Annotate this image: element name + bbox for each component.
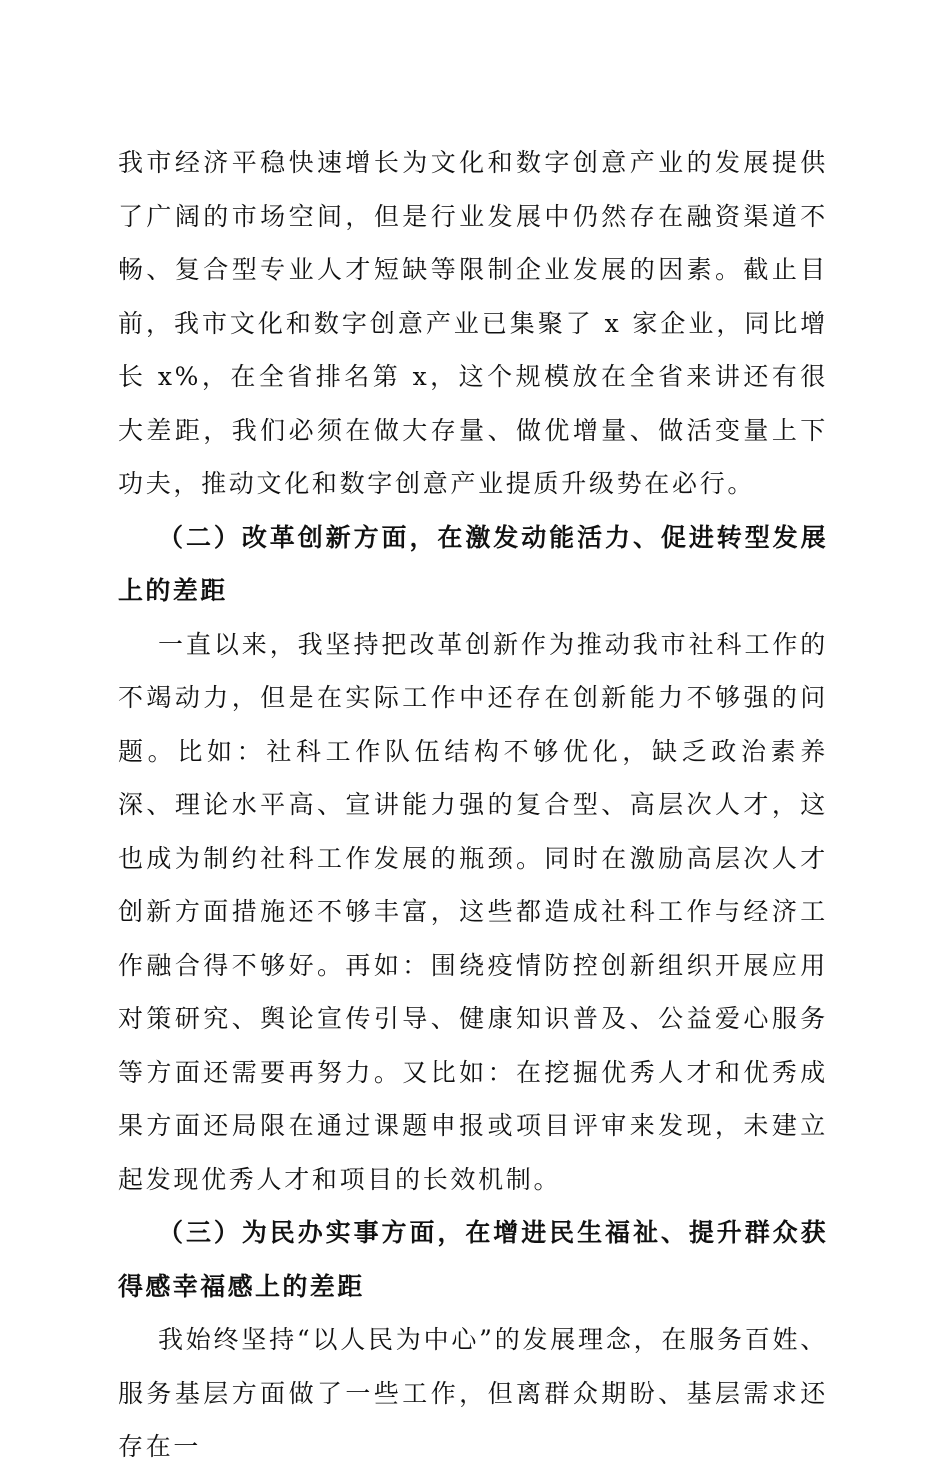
document-body: [118, 136, 828, 1474]
section-heading-reform-innovation: （二）改革创新方面，在激发动能活力、促进转型发展上的差距: [118, 522, 828, 605]
body-paragraph-economy: 我市经济平稳快速增长为文化和数字创意产业的发展提供了广阔的市场空间，但是行业发展中仍然存在融资渠道不畅、复合型专业人才短缺等限制企业发展的因素。截止目前，我市文化和数字创意产业已集聚了 x 家企业，同比增长 x%，在全省排名第 x，这个规模放在全省来讲还有很大差距，我们必须在做大存量、做优增量、做活变量上下功夫，推动文化和数字创意产业提质升级势在必行。: [118, 148, 828, 498]
body-paragraph-serving-people: 我始终坚持“以人民为中心”的发展理念，在服务百姓、服务基层方面做了一些工作，但离群众期盼、基层需求还存在一: [118, 1325, 828, 1461]
section-heading-serving-people: （三）为民办实事方面，在增进民生福祉、提升群众获得感幸福感上的差距: [118, 1218, 828, 1301]
body-paragraph-reform-innovation: 一直以来，我坚持把改革创新作为推动我市社科工作的不竭动力，但是在实际工作中还存在创新能力不够强的问题。比如：社科工作队伍结构不够优化，缺乏政治素养深、理论水平高、宣讲能力强的复合型、高层次人才，这也成为制约社科工作发展的瓶颈。同时在激励高层次人才创新方面措施还不够丰富，这些都造成社科工作与经济工作融合得不够好。再如：围绕疫情防控创新组织开展应用对策研究、舆论宣传引导、健康知识普及、公益爱心服务等方面还需要再努力。又比如：在挖掘优秀人才和优秀成果方面还局限在通过课题申报或项目评审来发现，未建立起发现优秀人才和项目的长效机制。: [118, 629, 828, 1194]
